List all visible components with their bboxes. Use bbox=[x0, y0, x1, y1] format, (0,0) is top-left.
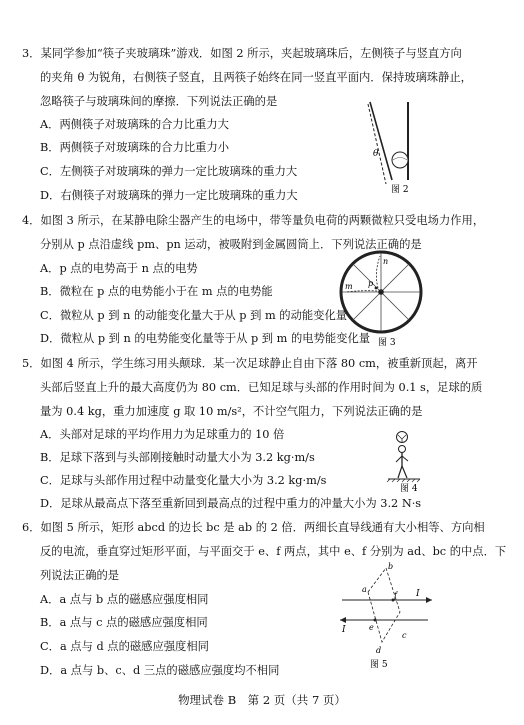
q3-option-b: B．两侧筷子对玻璃珠的合力比重力小 bbox=[40, 141, 230, 154]
label-c: c bbox=[402, 631, 407, 640]
left-chopstick bbox=[370, 102, 392, 180]
page-footer: 物理试卷 B 第 2 页（共 7 页） bbox=[178, 693, 346, 707]
q4-stem-line-2: 分别从 p 点沿虚线 pm、pn 运动，被吸附到金属圆筒上．下列说法正确的是 bbox=[40, 238, 422, 251]
theta-label: θ bbox=[373, 149, 379, 159]
q4-option-b: B．微粒在 p 点的电势能小于在 m 点的电势能 bbox=[40, 285, 273, 298]
wire-e-arrow bbox=[340, 617, 346, 623]
point-p bbox=[375, 287, 378, 290]
path-pn bbox=[376, 256, 380, 288]
q6-stem-line-3: 列说法正确的是 bbox=[40, 569, 120, 582]
q5-stem-line-1: 5．如图 4 所示，学生练习用头颠球．某一次足球静止自由下落 80 cm，被重新顶起，离开 bbox=[22, 357, 478, 370]
q4-option-d: D．微粒从 p 到 n 的电势能变化量等于从 p 到 m 的电势能变化量 bbox=[40, 332, 371, 345]
q6-option-d: D．a 点与 b、c、d 三点的磁感应强度均不相同 bbox=[40, 664, 280, 677]
q5-stem-line-2: 头部后竖直上升的最大高度仍为 80 cm．已知足球与头部的作用时间为 0.1 s，足球的质 bbox=[40, 381, 483, 394]
label-e: e bbox=[369, 623, 374, 632]
q3-stem-line-2: 的夹角 θ 为锐角，右侧筷子竖直，且两筷子始终在同一竖直平面内．保持玻璃珠静止， bbox=[40, 71, 472, 84]
q5-option-a: A．头部对足球的平均作用力为足球重力的 10 倍 bbox=[40, 428, 285, 441]
figure-2-chopsticks bbox=[362, 100, 422, 195]
current-label-lower: I bbox=[342, 625, 346, 635]
figure-5-caption: 图 5 bbox=[370, 660, 388, 670]
figure-2-caption: 图 2 bbox=[391, 185, 409, 195]
q4-option-a: A．p 点的电势高于 n 点的电势 bbox=[40, 262, 198, 275]
q3-stem-line-1: 3．某同学参加“筷子夹玻璃珠”游戏．如图 2 所示，夹起玻璃珠后，左侧筷子与竖直方向 bbox=[22, 47, 462, 60]
figure-3-caption: 图 3 bbox=[378, 338, 396, 348]
q5-option-d: D．足球从最高点下落至重新回到最高点的过程中重力的冲量大小为 3.2 N·s bbox=[40, 497, 422, 510]
q6-stem-line-1: 6．如图 5 所示，矩形 abcd 的边长 bc 是 ab 的 2 倍．两细长直导线通有大小相等、方向相 bbox=[22, 521, 485, 534]
label-f: f bbox=[394, 591, 397, 600]
q5-option-b: B．足球下落到与头部刚接触时动量大小为 3.2 kg·m/s bbox=[40, 451, 315, 464]
q6-option-a: A．a 点与 b 点的磁感应强度相同 bbox=[40, 593, 209, 606]
point-e bbox=[374, 619, 377, 622]
central-electrode bbox=[378, 289, 384, 295]
figure-5-wires-rectangle bbox=[336, 560, 434, 676]
label-p: p bbox=[368, 279, 374, 288]
label-a: a bbox=[362, 585, 367, 594]
q4-stem-line-1: 4．如图 3 所示，在某静电除尘器产生的电场中，带等量负电荷的两颗微粒只受电场力作用， bbox=[22, 214, 485, 227]
figure-4-heading-ball bbox=[380, 430, 428, 492]
q6-option-c: C．a 点与 d 点的磁感应强度相同 bbox=[40, 640, 209, 653]
vertical-reference-line bbox=[368, 104, 386, 184]
wire-f-arrow bbox=[426, 597, 432, 603]
label-b: b bbox=[388, 562, 394, 571]
current-label-upper: I bbox=[416, 589, 420, 599]
figure-4-caption: 图 4 bbox=[400, 484, 418, 492]
label-m: m bbox=[345, 282, 353, 291]
q3-option-d: D．右侧筷子对玻璃珠的弹力一定比玻璃珠的重力大 bbox=[40, 189, 298, 202]
q6-option-b: B．a 点与 c 点的磁感应强度相同 bbox=[40, 616, 208, 629]
q4-option-c: C．微粒从 p 到 n 的动能变化量大于从 p 到 m 的动能变化量 bbox=[40, 309, 348, 322]
label-d: d bbox=[376, 646, 382, 655]
q5-stem-line-3: 量为 0.4 kg，重力加速度 g 取 10 m/s²，不计空气阻力，下列说法正确的是 bbox=[40, 405, 423, 418]
label-n: n bbox=[383, 257, 389, 266]
figure-3-electrostatic-precipitator bbox=[338, 248, 428, 350]
q5-option-c: C．足球与头部作用过程中动量变化量大小为 3.2 kg·m/s bbox=[40, 474, 327, 487]
student-legs bbox=[398, 466, 407, 478]
q3-stem-line-3: 忽略筷子与玻璃珠间的摩擦．下列说法正确的是 bbox=[40, 95, 278, 108]
q3-option-a: A．两侧筷子对玻璃珠的合力比重力大 bbox=[40, 118, 229, 131]
q3-option-c: C．左侧筷子对玻璃珠的弹力一定比玻璃珠的重力大 bbox=[40, 165, 298, 178]
q6-stem-line-2: 反的电流，垂直穿过矩形平面，与平面交于 e、f 两点，其中 e、f 分别为 ad、bc 的中点．下 bbox=[40, 545, 507, 558]
glass-bead bbox=[392, 152, 408, 168]
student-head bbox=[399, 446, 406, 453]
